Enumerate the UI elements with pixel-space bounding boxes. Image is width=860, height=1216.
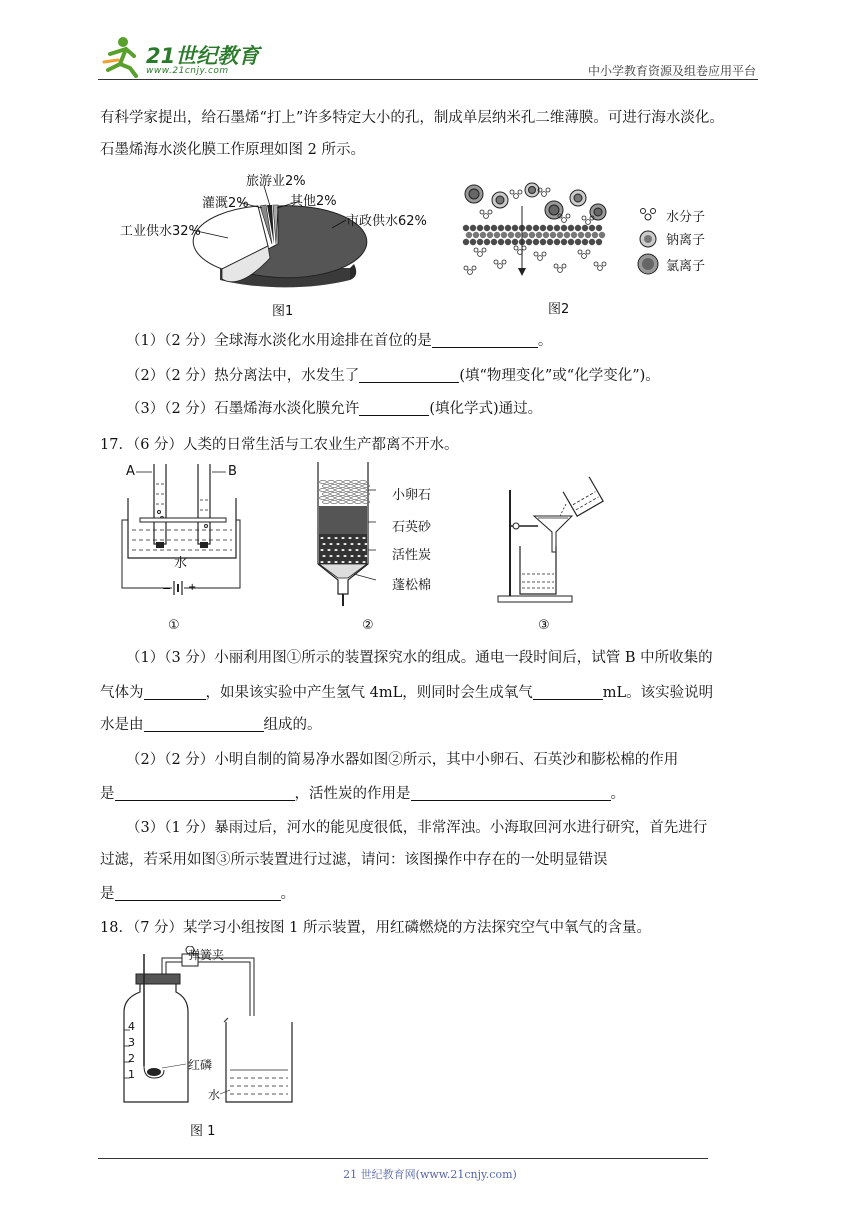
q17-part3-line1: （3）（1 分）暴雨过后，河水的能见度很低，非常浑浊。小海取回河水进行研究，首先进行 (126, 820, 708, 836)
figure-2-membrane (460, 182, 610, 282)
figure-1-pie (110, 168, 450, 318)
phosphorus-label: 红磷 (188, 1058, 213, 1072)
q16-part2-end: (填“物理变化”或“化学变化”)。 (459, 368, 660, 384)
graduation-3: 3 (128, 1036, 135, 1049)
q17-answer-error-blank[interactable] (115, 885, 281, 901)
q17-p1-c: mL。该实验说明 (602, 685, 714, 701)
caption-1: ① (168, 618, 180, 633)
q17-p3-b: 。 (280, 886, 295, 902)
q16-part1-text: （1）（2 分）全球海水淡化水用途排在首位的是 (126, 333, 432, 349)
q17-p2-b: ，活性炭的作用是 (294, 786, 411, 802)
q17-part2-line1: （2）（2 分）小明自制的简易净水器如图②所示，其中小卵石、石英沙和膨松棉的作用 (126, 752, 679, 768)
q17-p3-a: 是 (100, 886, 115, 902)
intro-line-2: 石墨烯海水淡化膜工作原理如图 2 所示。 (100, 142, 365, 158)
q16-part2 (126, 366, 660, 386)
footer-rule (98, 1158, 708, 1159)
label-tourism: 旅游业2% (246, 174, 306, 189)
q17-part1-line3 (100, 715, 322, 735)
q17-p2-c: 。 (610, 786, 625, 802)
chloride-ion-icon (638, 254, 658, 274)
legend-sodium: 钠离子 (666, 233, 706, 248)
q17-part2-line2 (100, 784, 625, 804)
q16-part3 (126, 399, 542, 419)
svg-text:+: + (188, 582, 197, 593)
q16-answer-2-blank[interactable] (359, 367, 459, 383)
q16-part2-text: （2）（2 分）热分离法中，水发生了 (126, 368, 360, 384)
tube-b-label: B (228, 464, 237, 479)
figure-1-caption: 图1 (272, 304, 294, 319)
q17-p1-e: 组成的。 (263, 717, 322, 733)
label-irrigation: 灌溉2% (202, 196, 249, 211)
q17-part3-line3 (100, 884, 295, 904)
logo-url: www.21cnjy.com (146, 66, 229, 76)
layer-activated-carbon: 活性炭 (392, 548, 432, 563)
q17-answer-gas-blank[interactable] (144, 684, 206, 700)
graduation-2: 2 (128, 1052, 135, 1065)
water-molecule-icon (641, 209, 656, 221)
figure-2-caption: 图2 (548, 302, 570, 317)
platform-name: 中小学教育资源及组卷应用平台 (587, 64, 756, 78)
q17-part3-line2: 过滤，若采用如图③所示装置进行过滤，请问：该图操作中存在的一处明显错误 (100, 852, 608, 868)
q18-stem: 18．（7 分）某学习小组按图 1 所示装置，用红磷燃烧的方法探究空气中氧气的含量。 (100, 920, 651, 936)
figure-oxygen-experiment (116, 946, 306, 1116)
q17-stem: 17．（6 分）人类的日常生活与工农业生产都离不开水。 (100, 437, 459, 453)
q17-part1-line1: （1）（3 分）小丽利用图①所示的装置探究水的组成。通电一段时间后，试管 B 中所收集的 (126, 650, 713, 666)
label-other: 其他2% (290, 194, 337, 209)
figure-electrolysis (118, 460, 248, 610)
water-label: 水 (174, 556, 188, 571)
q17-p2-a: 是 (100, 786, 115, 802)
caption-3: ③ (538, 618, 550, 633)
logo-title: 21世纪教育 (146, 44, 260, 68)
sodium-ion-icon (640, 231, 656, 247)
label-industry: 工业供水32% (120, 224, 201, 239)
layer-quartz-sand: 石英砂 (392, 520, 432, 535)
header-rule (98, 79, 758, 80)
footer-text: 21 世纪教育网(www.21cnjy.com) (343, 1168, 517, 1181)
figure-2-legend (636, 204, 736, 284)
graduation-1: 1 (128, 1068, 135, 1081)
clamp-label: 弹簧夹 (188, 948, 225, 962)
q17-p1-b: ，如果该实验中产生氢气 4mL，则同时会生成氧气 (205, 685, 533, 701)
q16-part3-end: (填化学式)通过。 (429, 401, 543, 417)
q17-answer-filter-role-blank[interactable] (115, 785, 295, 801)
q17-answer-composition-blank[interactable] (144, 716, 264, 732)
layer-pebbles: 小卵石 (392, 488, 432, 503)
graduation-4: 4 (128, 1020, 135, 1033)
q16-part3-text: （3）（2 分）石墨烯海水淡化膜允许 (126, 401, 360, 417)
figure-filtration (494, 474, 604, 604)
q17-p1-a: 气体为 (100, 685, 144, 701)
label-municipal: 市政供水62% (346, 214, 427, 229)
q17-p1-d: 水是由 (100, 717, 144, 733)
pie-slice-other (273, 205, 278, 244)
legend-water: 水分子 (666, 210, 706, 225)
q17-answer-oxygen-blank[interactable] (533, 684, 603, 700)
svg-text:−: − (162, 582, 172, 595)
layer-cotton: 蓬松棉 (392, 578, 432, 593)
q18-figure-caption: 图 1 (190, 1124, 216, 1139)
water-label-q18: 水 (208, 1088, 221, 1102)
q17-part1-line2 (100, 683, 713, 703)
q16-answer-3-blank[interactable] (359, 400, 429, 416)
figure-water-filter (310, 460, 460, 610)
q16-answer-1-blank[interactable] (432, 332, 538, 348)
q17-answer-carbon-role-blank[interactable] (411, 785, 611, 801)
q16-part1 (126, 331, 552, 351)
intro-line-1: 有科学家提出，给石墨烯“打上”许多特定大小的孔，制成单层纳米孔二维薄膜。可进行海水淡化。 (100, 110, 724, 126)
tube-a-label: A (126, 464, 135, 479)
q16-part1-end: 。 (537, 333, 553, 349)
caption-2: ② (362, 618, 374, 633)
legend-chloride: 氯离子 (666, 259, 706, 274)
